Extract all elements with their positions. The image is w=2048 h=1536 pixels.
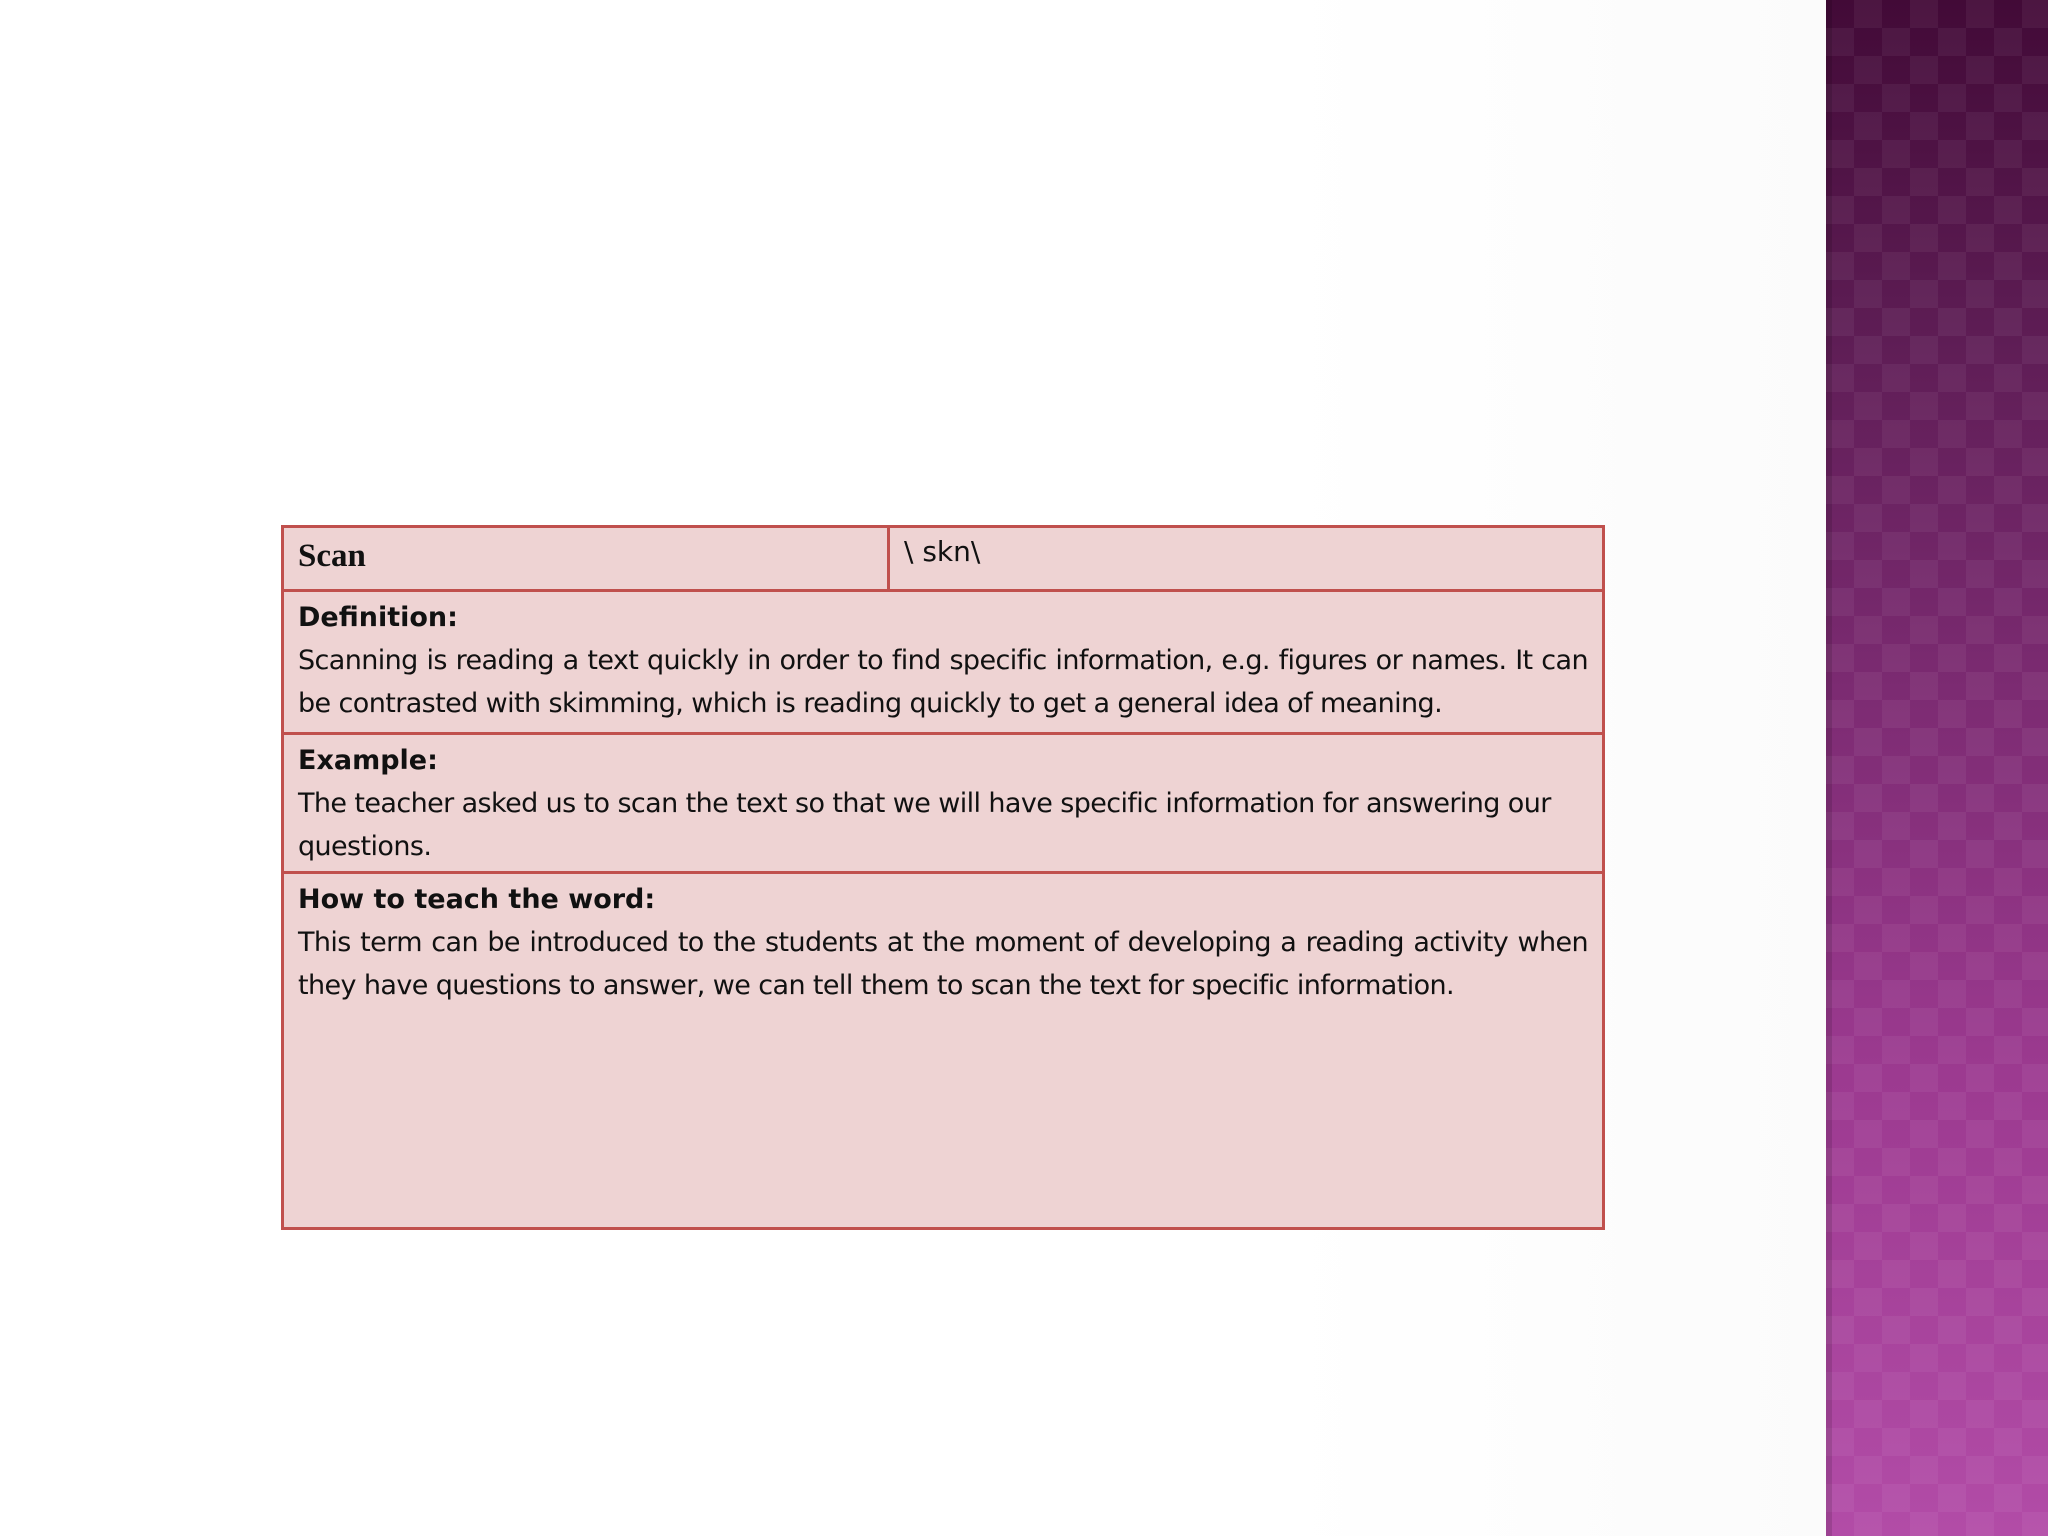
example-label: Example: (298, 745, 438, 776)
how-to-teach-label: How to teach the word: (298, 884, 656, 915)
how-to-teach-row (284, 874, 1602, 1227)
pronunciation: \ skn\ (904, 535, 981, 568)
decorative-side-band (1826, 0, 2048, 1536)
definition-label: Definition: (298, 602, 458, 633)
example-text: The teacher asked us to scan the text so that we will have specific information for answering our questions. (298, 788, 1551, 862)
word-cell (284, 528, 890, 589)
diamond-pattern (1826, 0, 2048, 1536)
side-band-edge (1826, 0, 1832, 1536)
pronunciation-cell (890, 528, 1602, 589)
definition-text: Scanning is reading a text quickly in order to find specific information, e.g. figures or names. It can be contrasted with skimming, which is reading quickly to get a general idea of meaning. (298, 645, 1588, 719)
vocabulary-table (281, 525, 1605, 1230)
how-to-teach-text: This term can be introduced to the students at the moment of developing a reading activity when they have questions to answer, we can tell them to scan the text for specific information. (298, 927, 1588, 1001)
example-row (284, 735, 1602, 874)
definition-row (284, 592, 1602, 735)
word-row (284, 528, 1602, 592)
vocab-word: Scan (298, 538, 366, 574)
